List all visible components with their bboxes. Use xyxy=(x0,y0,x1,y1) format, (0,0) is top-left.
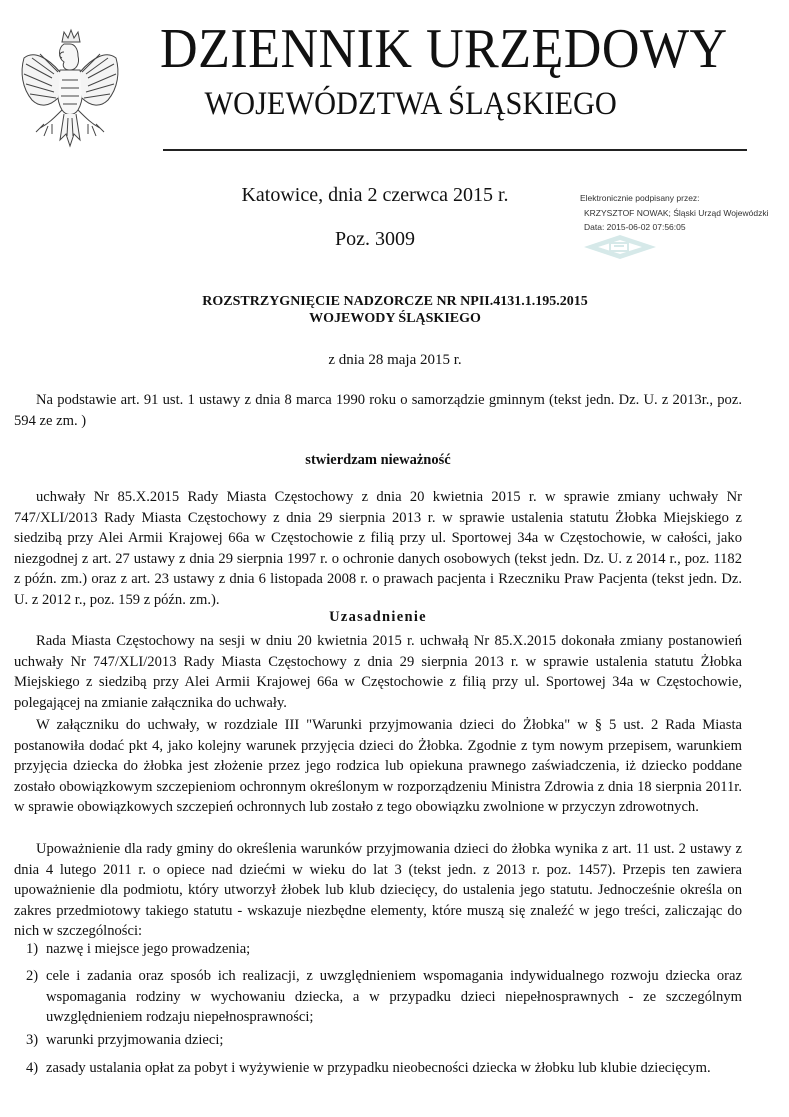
list-item-text: zasady ustalania opłat za pobyt i wyżywienie w przypadku nieobecności dziecka w żłobku lub klubie dziecięcym. xyxy=(46,1060,711,1076)
polish-eagle-emblem xyxy=(18,28,123,153)
journal-title: DZIENNIK URZĘDOWY xyxy=(160,18,728,80)
justification-paragraph-1: Rada Miasta Częstochowy na sesji w dniu 20 kwietnia 2015 r. uchwałą Nr 85.X.2015 dokonała zmiany postanowień uchwały Nr 747/XLI/2013 Rady Miasta Częstochowy z dnia 29 sierpnia 2013 r. w sprawie ustalenia statutu Żłobka Miejskiego z siedzibą przy Alei Armii Krajowej 66a w Częstochowie z filią przy ul. Sportowej 34a w Częstochowie, polegającej na zmianie załącznika do uchwały. xyxy=(14,633,742,711)
header-divider xyxy=(163,149,747,151)
list-item-text: warunki przyjmowania dzieci; xyxy=(46,1032,224,1048)
journal-subtitle: WOJEWÓDZTWA ŚLĄSKIEGO xyxy=(204,86,617,122)
position-number: Poz. 3009 xyxy=(335,228,415,250)
justification-heading: Uzasadnienie xyxy=(329,609,427,625)
justification-paragraph-3: Upoważnienie dla rady gminy do określenia warunków przyjmowania dzieci do żłobka wynika z art. 11 ust. 2 ustawy z dnia 4 lutego 2011 r. o opiece nad dziećmi w wieku do lat 3 (tekst jedn. z 2013 r. poz. 1457). Przepis ten zawiera upoważnienie dla podmiotu, który utworzył żłobek lub klub dziecięcy, do ustalenia jego statutu. Jednocześnie określa on zakres przedmiotowy takiego statutu - wskazuje niezbędne elementy, które muszą się znaleźć w jego treści, zaliczając do nich w szczególności: xyxy=(14,841,742,939)
e-signature-logo-icon xyxy=(580,233,660,261)
document-heading xyxy=(60,293,730,327)
electronic-signature xyxy=(578,191,789,235)
document-date: z dnia 28 maja 2015 r. xyxy=(328,352,462,368)
list-item-number: 4) xyxy=(26,1060,39,1076)
justification-paragraph-2: W załączniku do uchwały, w rozdziale III "Warunki przyjmowania dzieci do Żłobka" w § 5 ust. 2 Rada Miasta postanowiła dodać pkt 4, jako kolejny warunek przyjęcia dzieci do Żłobka. Zgodnie z tym nowym przepisem, warunkiem przyjęcia dziecka do żłobka jest złożenie przez jego rodzica lub opiekuna prawnego zaświadczenia, iż dziecko poddane zostało obowiązkowym szczepieniom ochronnym określonym w rozporządzeniu Ministra Zdrowia z dnia 18 sierpnia 2011r. w sprawie obowiązkowych szczepień ochronnych lub zostało z tego obowiązku zwolnione w przyczyn zdrowotnych. xyxy=(14,717,742,815)
heading-line-1: ROZSTRZYGNIĘCIE NADZORCZE NR NPII.4131.1.195.2015 xyxy=(202,294,588,309)
list-item xyxy=(26,1058,742,1079)
signature-date: Data: 2015-06-02 07:56:05 xyxy=(584,222,686,232)
list-item-number: 2) xyxy=(26,968,39,984)
signature-label: Elektronicznie podpisany przez: xyxy=(580,193,700,203)
list-item-text: cele i zadania oraz sposób ich realizacji, z uwzględnieniem wspomagania indywidualnego rozwoju dziecka oraz wspomagania rodziny w wychowaniu dziecka, a w przypadku dzieci niepełnosprawnych - ze szczególnym uwzględnieniem rodzaju niepełnosprawności; xyxy=(46,968,742,1025)
decision-heading: stwierdzam nieważność xyxy=(305,452,451,468)
publication-place-date: Katowice, dnia 2 czerwca 2015 r. xyxy=(241,184,509,206)
list-item-number: 3) xyxy=(26,1032,39,1048)
list-item xyxy=(26,939,742,960)
intro-paragraph: Na podstawie art. 91 ust. 1 ustawy z dnia 8 marca 1990 roku o samorządzie gminnym (tekst jedn. Dz. U. z 2013r., poz. 594 ze zm. ) xyxy=(14,392,742,429)
decision-paragraph: uchwały Nr 85.X.2015 Rady Miasta Częstochowy z dnia 20 kwietnia 2015 r. w sprawie zmiany uchwały Nr 747/XLI/2013 Rady Miasta Częstochowy z dnia 29 sierpnia 2013 r. w sprawie ustalenia statutu Żłobka Miejskiego z siedzibą przy Alei Armii Krajowej 66a w Częstochowie z filią przy ul. Sportowej 34a w Częstochowie, w całości, jako niezgodnej z art. 27 ustawy z dnia 29 sierpnia 1997 r. o ochronie danych osobowych (tekst jedn. Dz. U. z 2014 r., poz. 1182 z późn. zm.) oraz z art. 23 ustawy z dnia 6 listopada 2008 r. o prawach pacjenta i Rzeczniku Praw Pacjenta (tekst jedn. Dz. U. z 2012 r., poz. 159 z późn. zm.). xyxy=(14,489,742,608)
signature-signer: KRZYSZTOF NOWAK; Śląski Urząd Wojewódzki xyxy=(584,207,769,218)
list-item xyxy=(26,966,742,1028)
list-item xyxy=(26,1030,742,1051)
heading-line-2: WOJEWODY ŚLĄSKIEGO xyxy=(309,311,481,326)
list-item-number: 1) xyxy=(26,941,39,957)
list-item-text: nazwę i miejsce jego prowadzenia; xyxy=(46,941,251,957)
